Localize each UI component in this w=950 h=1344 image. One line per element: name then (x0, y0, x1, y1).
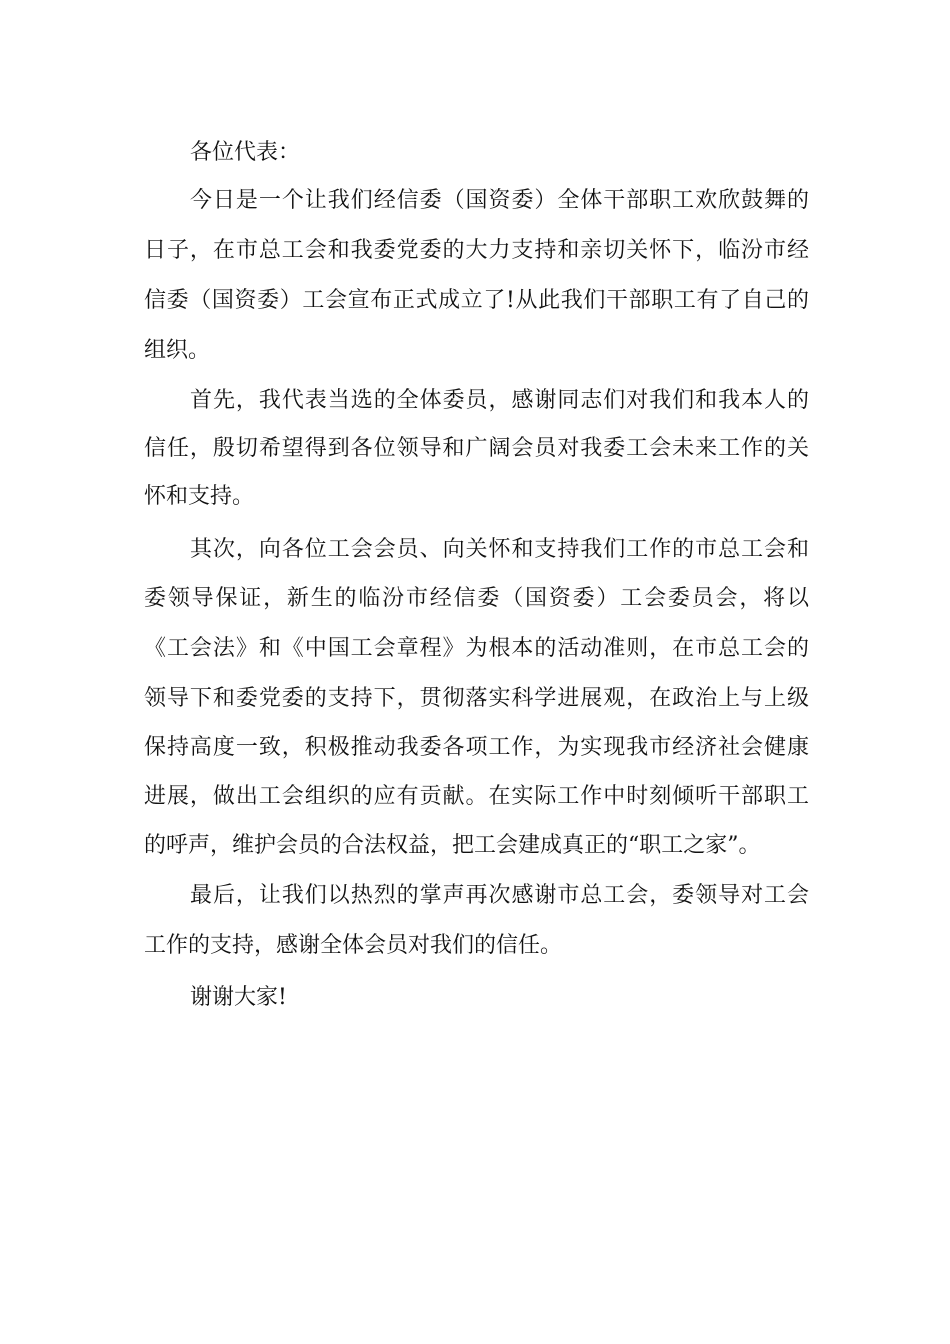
salutation: 各位代表： (190, 140, 301, 165)
paragraph-4-line-2: 工作的支持，感谢全体会员对我们的信任。 (144, 933, 563, 958)
paragraph-1-line-3: 信委（国资委）工会宣布正式成立了!从此我们干部职工有了自己的 (144, 288, 809, 313)
paragraph-2-line-2: 信任，殷切希望得到各位领导和广阔会员对我委工会未来工作的关 (144, 436, 809, 461)
paragraph-3-line-2: 委领导保证，新生的临汾市经信委（国资委）工会委员会，将以 (144, 586, 809, 611)
paragraph-2-line-1: 首先，我代表当选的全体委员，感谢同志们对我们和我本人的 (190, 388, 809, 413)
paragraph-1-line-4: 组织。 (144, 338, 211, 363)
paragraph-1-line-1: 今日是一个让我们经信委（国资委）全体干部职工欢欣鼓舞的 (190, 188, 809, 213)
paragraph-3-line-7: 的呼声，维护会员的合法权益，把工会建成真正的“职工之家”。 (144, 833, 761, 858)
paragraph-3-line-3: 《工会法》和《中国工会章程》为根本的活动准则，在市总工会的 (144, 636, 809, 661)
paragraph-3-line-4: 领导下和委党委的支持下，贯彻落实科学进展观，在政治上与上级 (144, 686, 809, 711)
paragraph-4-line-1: 最后，让我们以热烈的掌声再次感谢市总工会，委领导对工会 (190, 883, 809, 908)
paragraph-2-line-3: 怀和支持。 (144, 484, 255, 509)
paragraph-3-line-5: 保持高度一致，积极推动我委各项工作，为实现我市经济社会健康 (144, 735, 809, 760)
paragraph-1-line-2: 日子，在市总工会和我委党委的大力支持和亲切关怀下，临汾市经 (144, 238, 809, 263)
paragraph-3-line-1: 其次，向各位工会会员、向关怀和支持我们工作的市总工会和 (190, 537, 809, 562)
paragraph-3-line-6: 进展，做出工会组织的应有贡献。在实际工作中时刻倾听干部职工 (144, 784, 809, 809)
closing: 谢谢大家! (190, 985, 287, 1010)
